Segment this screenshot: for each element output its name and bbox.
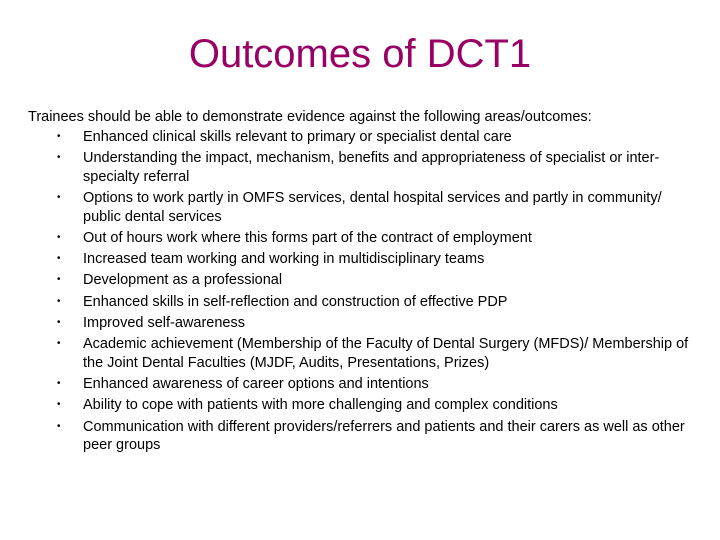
- bullet-icon: •: [57, 317, 61, 329]
- bullet-icon: •: [57, 274, 61, 286]
- list-item-text: Out of hours work where this forms part of the contract of employment: [83, 229, 532, 246]
- bullet-icon: •: [57, 253, 61, 265]
- bullet-icon: •: [57, 152, 61, 164]
- list-item-text: Improved self-awareness: [83, 315, 245, 332]
- outcomes-list: [28, 128, 693, 455]
- list-item-text: Academic achievement (Membership of the Faculty of Dental Surgery (MFDS)/ Membership of the Joint Dental Faculties (MJDF, Audits, Presentations, Prizes): [83, 336, 689, 371]
- list-item-text: Understanding the impact, mechanism, benefits and appropriateness of specialist or inter-specialty referral: [83, 150, 660, 185]
- list-item-text: Development as a professional: [83, 272, 283, 289]
- list-item-text: Communication with different providers/referrers and patients and their carers as well as other peer groups: [83, 418, 685, 454]
- list-item: [28, 293, 693, 312]
- list-item-text: Enhanced awareness of career options and intentions: [83, 376, 429, 393]
- slide-body: [28, 108, 693, 458]
- list-item: [28, 314, 693, 333]
- list-item: [28, 229, 693, 248]
- bullet-icon: •: [57, 295, 61, 307]
- list-item: [28, 189, 693, 226]
- bullet-icon: •: [57, 399, 61, 411]
- bullet-icon: •: [57, 420, 61, 432]
- list-item-text: Increased team working and working in multidisciplinary teams: [83, 251, 485, 268]
- list-item: [28, 128, 693, 147]
- list-item-text: Options to work partly in OMFS services, dental hospital services and partly in community/ public dental services: [83, 190, 662, 225]
- list-item: [28, 149, 693, 186]
- bullet-icon: •: [57, 378, 61, 390]
- bullet-icon: •: [57, 338, 61, 350]
- list-item-text: Enhanced skills in self-reflection and construction of effective PDP: [83, 293, 508, 310]
- list-item: [28, 271, 693, 290]
- list-item-text: Ability to cope with patients with more challenging and complex conditions: [83, 397, 558, 414]
- list-item: [28, 335, 693, 372]
- list-item-text: Enhanced clinical skills relevant to primary or specialist dental care: [83, 129, 512, 145]
- list-item: [28, 396, 693, 415]
- list-item: [28, 250, 693, 269]
- list-item: [28, 418, 693, 455]
- bullet-icon: •: [57, 231, 61, 243]
- list-item: [28, 375, 693, 394]
- slide-title: Outcomes of DCT1: [188, 32, 532, 76]
- intro-text: Trainees should be able to demonstrate evidence against the following areas/outcomes:: [28, 109, 592, 125]
- bullet-icon: •: [57, 192, 61, 204]
- bullet-icon: •: [57, 131, 61, 142]
